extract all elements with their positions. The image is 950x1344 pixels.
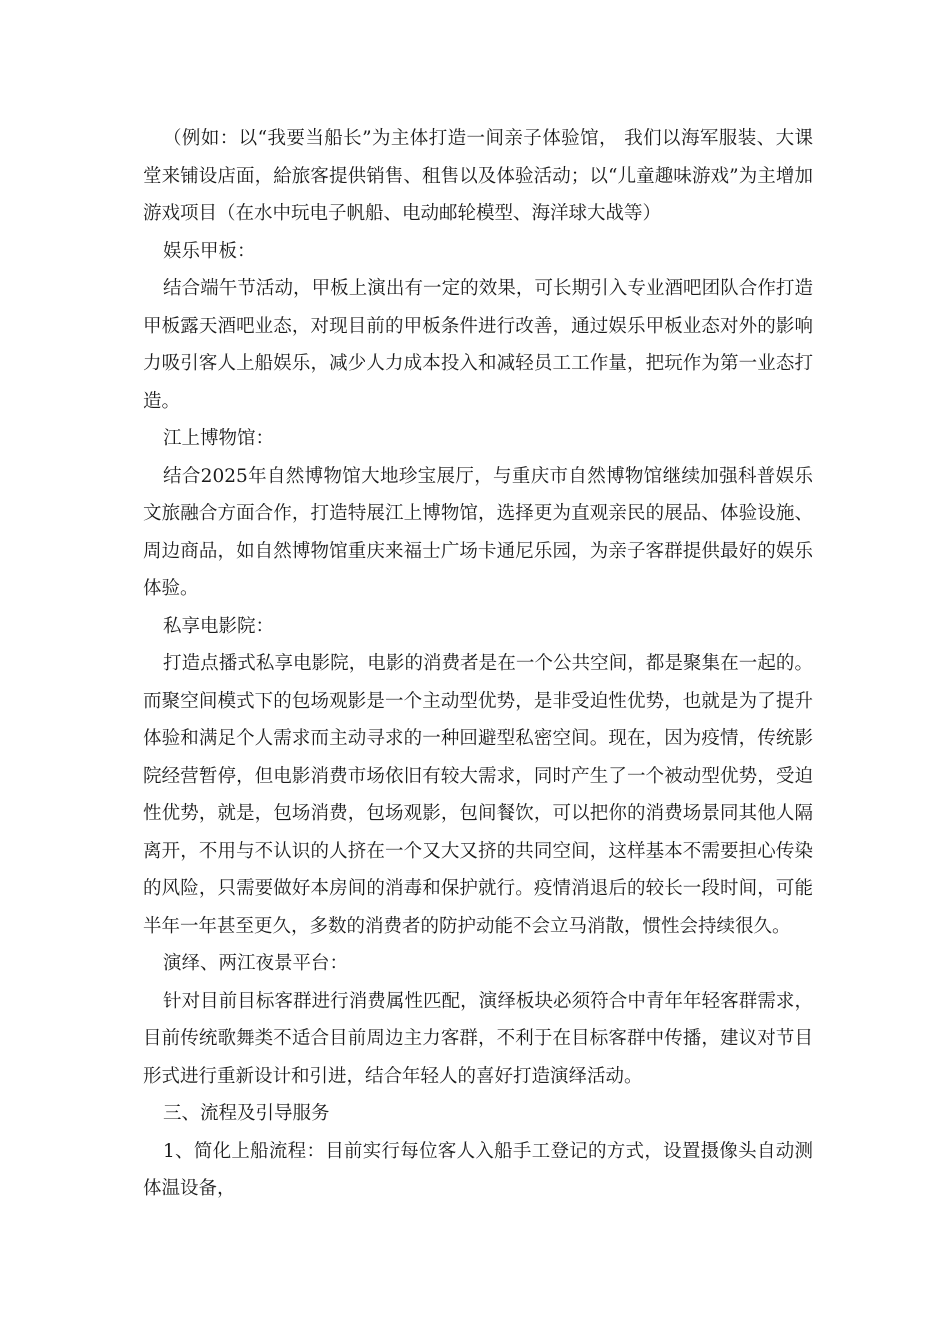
paragraph-river-museum: 结合2025年自然博物馆大地珍宝展厅，与重庆市自然博物馆继续加强科普娱乐文旅融合方面合作，打造特展江上博物馆，选择更为直观亲民的展品、体验设施、周边商品，如自然博物馆重庆来福士广场卡通尼乐园，为亲子客群提供最好的娱乐体验。 [143,465,813,599]
paragraph-boarding-process: 1、简化上船流程：目前实行每位客人入船手工登记的方式，设置摄像头自动测体温设备， [143,1140,813,1199]
heading-entertainment-deck: 娱乐甲板： [163,240,256,262]
paragraph-performance-platform: 针对目前目标客群进行消费属性匹配，演绎板块必须符合中青年年轻客群需求，目前传统歌舞类不适合目前周边主力客群，不利于在目标客群中传播，建议对节目形式进行重新设计和引进，结合年轻人的喜好打造演绎活动。 [143,990,813,1087]
heading-private-cinema: 私享电影院： [163,615,275,637]
paragraph-entertainment-deck: 结合端午节活动，甲板上演出有一定的效果，可长期引入专业酒吧团队合作打造甲板露天酒吧业态，对现目前的甲板条件进行改善，通过娱乐甲板业态对外的影响力吸引客人上船娱乐，减少人力成本投入和减轻员工工作量，把玩作为第一业态打造。 [143,278,813,412]
heading-process-guidance: 三、流程及引导服务 [163,1103,330,1124]
paragraph-experience-hall: （例如：以“我要当船长”为主体打造一间亲子体验馆， 我们以海军服装、大课堂来铺设店面，給旅客提供销售、租售以及体验活动；以“儿童趣味游戏”为主增加游戏项目（在水中玩电子帆船、电动邮轮模型、海洋球大战等） [143,128,813,224]
heading-performance-platform: 演绎、两江夜景平台： [163,953,349,974]
heading-river-museum: 江上博物馆： [163,428,275,449]
paragraph-private-cinema: 打造点播式私享电影院，电影的消费者是在一个公共空间，都是聚集在一起的。而聚空间模式下的包场观影是一个主动型优势，是非受迫性优势，也就是为了提升体验和满足个人需求而主动寻求的一种回避型私密空间。现在，因为疫情，传统影院经营暂停，但电影消费市场依旧有较大需求，同时产生了一个被动型优势，受迫性优势，就是，包场消费，包场观影，包间餐饮，可以把你的消费场景同其他人隔离开，不用与不认识的人挤在一个又大又挤的共同空间，这样基本不需要担心传染的风险，只需要做好本房间的消毒和保护就行。疫情消退后的较长一段时间，可能半年一年甚至更久，多数的消费者的防护动能不会立马消散，惯性会持续很久。 [143,653,813,937]
document-body [143,120,813,1208]
